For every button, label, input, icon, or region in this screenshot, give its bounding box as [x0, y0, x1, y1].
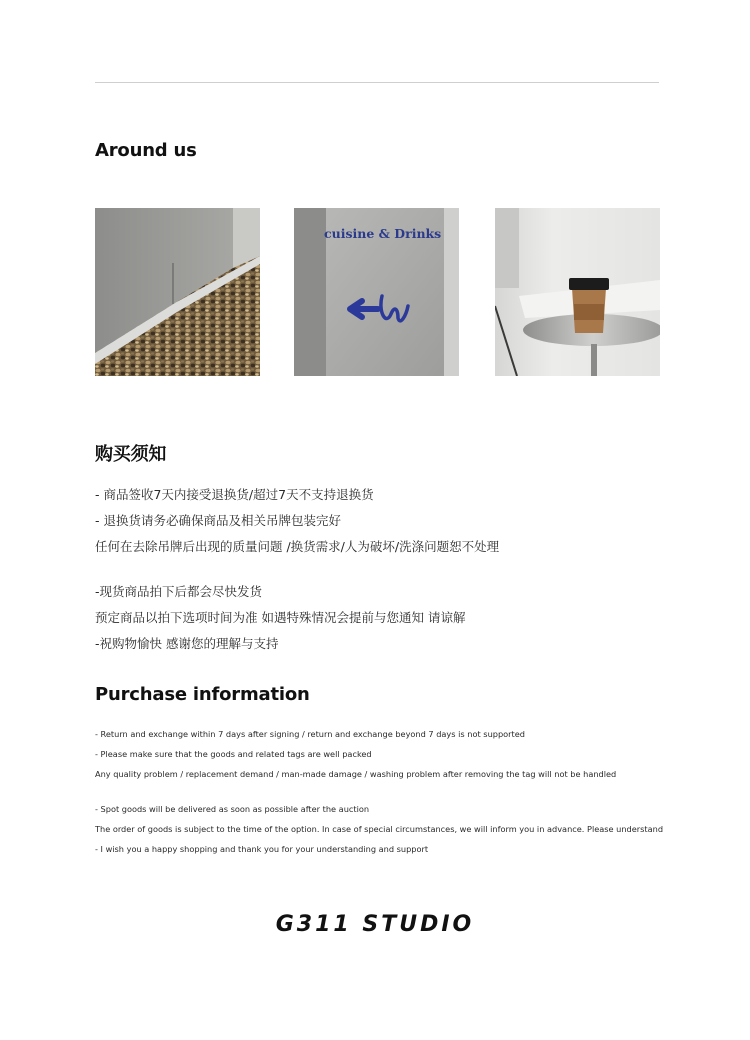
list-item: 预定商品以拍下选项时间为准 如遇特殊情况会提前与您通知 请谅解 — [95, 610, 466, 625]
notice-cn-group-1 — [95, 482, 499, 560]
purchase-information-heading: Purchase information — [95, 684, 310, 705]
list-item: - 商品签收7天内接受退换货/超过7天不支持退换货 — [95, 487, 374, 502]
top-divider — [95, 82, 659, 83]
notice-cn-group-2 — [95, 579, 465, 657]
brand-logo-text: G311 STUDIO — [275, 912, 475, 937]
sign-photo — [294, 208, 459, 376]
list-item: -现货商品拍下后都会尽快发货 — [95, 584, 263, 599]
list-item: 任何在去除吊牌后出现的质量问题 /换货需求/人为破坏/洗涤问题恕不处理 — [95, 539, 500, 554]
list-item: - 退换货请务必确保商品及相关吊牌包装完好 — [95, 513, 341, 528]
coffee-table-photo — [495, 208, 660, 376]
pebbles-wall-photo — [95, 208, 260, 376]
sign-text: cuisine & Drinks — [324, 226, 442, 241]
list-item: The order of goods is subject to the time of the option. In case of special circumstances, we will inform you in advance. Please understand — [95, 824, 664, 834]
list-item: - I wish you a happy shopping and thank you for your understanding and support — [95, 844, 429, 854]
list-item: Any quality problem / replacement demand / man-made damage / washing problem after removing the tag will not be handled — [95, 769, 617, 779]
around-us-heading: Around us — [95, 140, 197, 161]
notice-en-group-2 — [95, 799, 663, 859]
list-item: - Return and exchange within 7 days after signing / return and exchange beyond 7 days is not supported — [95, 729, 525, 739]
list-item: - Please make sure that the goods and related tags are well packed — [95, 749, 372, 759]
list-item: - Spot goods will be delivered as soon as possible after the auction — [95, 804, 370, 814]
purchase-notice-cn-heading: 购买须知 — [95, 444, 167, 465]
list-item: -祝购物愉快 感谢您的理解与支持 — [95, 636, 279, 651]
notice-en-group-1 — [95, 724, 616, 784]
